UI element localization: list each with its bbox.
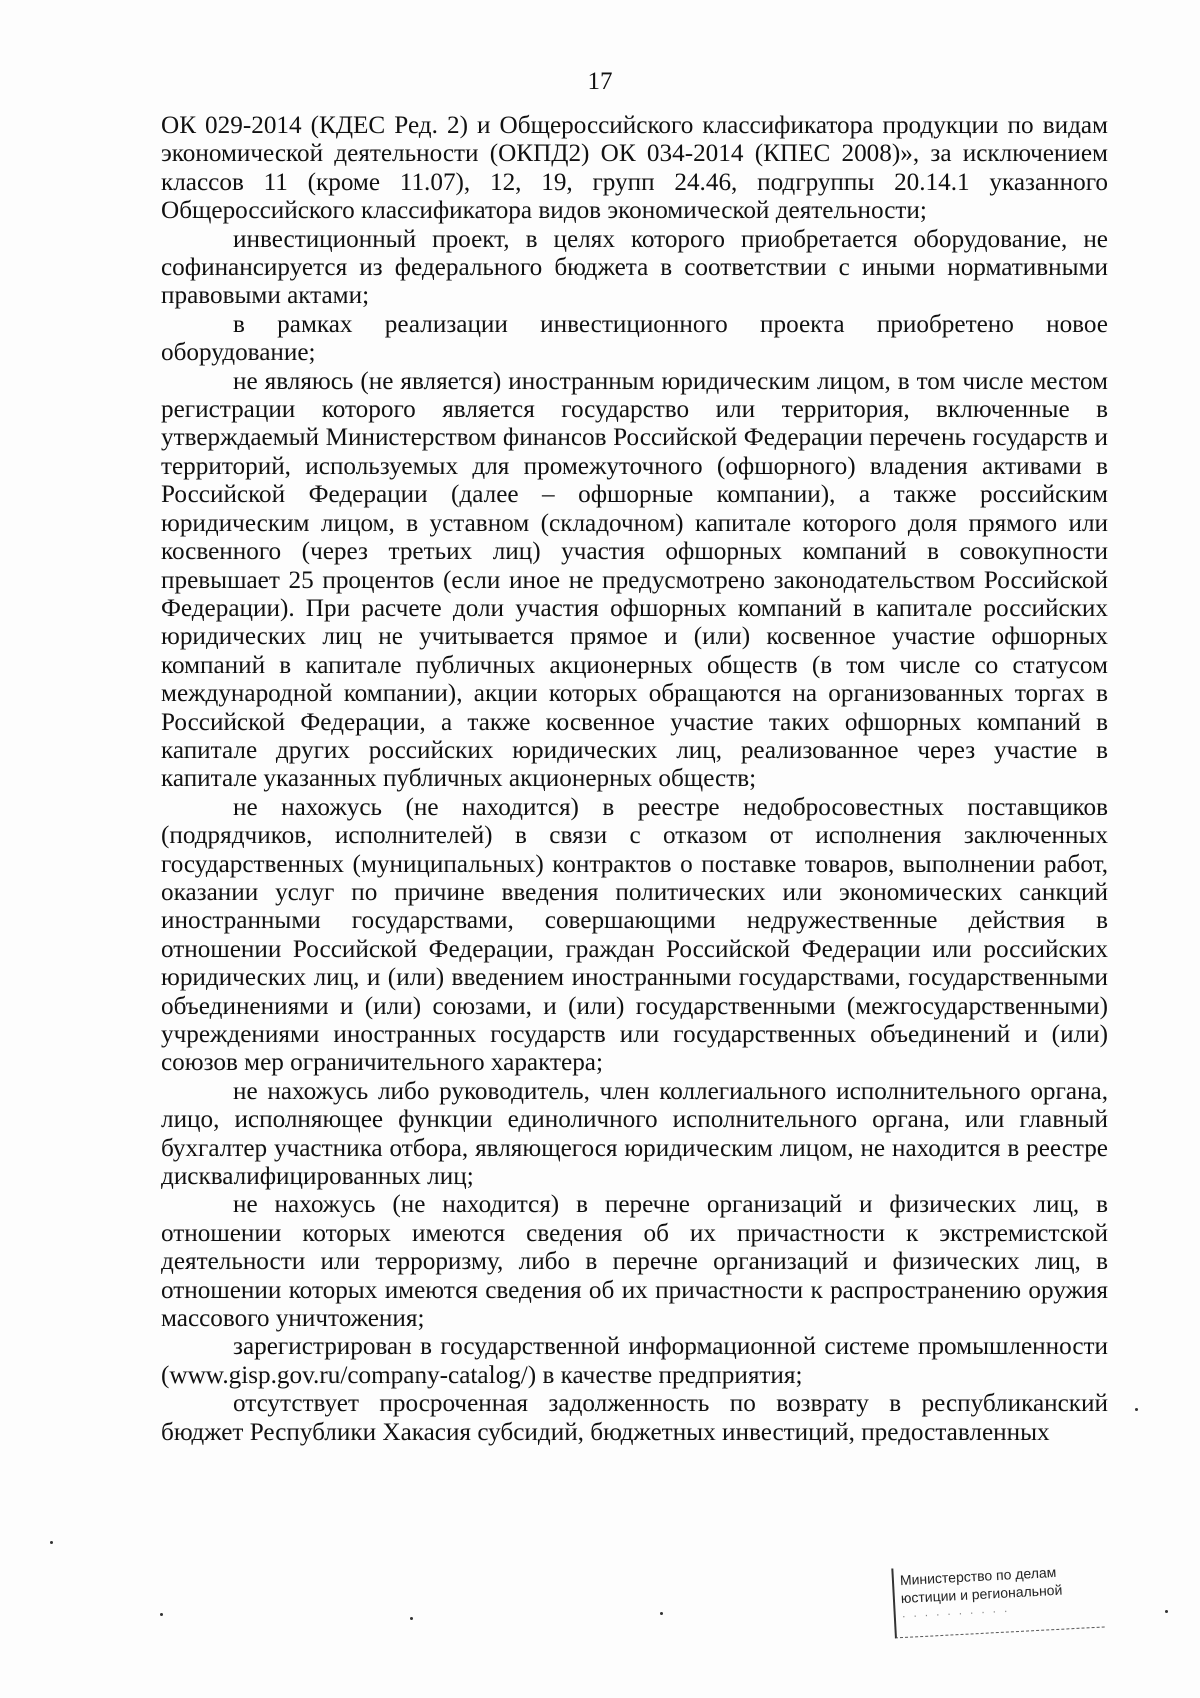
scan-speck — [1135, 1408, 1138, 1411]
paragraph: не нахожусь либо руководитель, член коллегиального исполнительного органа, лицо, исполняющее функции единоличного исполнительного органа, или главный бухгалтер участника отбора, являющегося юридическим лицом, не находится в реестре дисквалифицированных лиц; — [161, 1077, 1108, 1191]
paragraph: инвестиционный проект, в целях которого приобретается оборудование, не софинансируется из федерального бюджета в соответствии с иными нормативными правовыми актами; — [161, 225, 1108, 310]
scan-speck — [50, 1541, 53, 1544]
scan-speck — [660, 1612, 663, 1615]
paragraph: не являюсь (не является) иностранным юридическим лицом, в том числе местом регистрации которого является государство или территория, включенные в утверждаемый Министерством финансов Российской Федерации перечень государств и территорий, используемых для промежуточного (офшорного) владения активами в Российской Федерации (далее – офшорные компании), а также российским юридическим лицом, в уставном (складочном) капитале которого доля прямого или косвенного (через третьих лиц) участия офшорных компаний в совокупности превышает 25 процентов (если иное не предусмотрено законодательством Российской Федерации). При расчете доли участия офшорных компаний в капитале российских юридических лиц не учитывается прямое и (или) косвенное участие офшорных компаний в капитале публичных акционерных обществ (в том числе со статусом международной компании), акции которых обращаются на организованных торгах в Российской Федерации, а также косвенное участие таких офшорных компаний в капитале других российских юридических лиц, реализованное через участие в капитале указанных публичных акционерных обществ; — [161, 367, 1108, 793]
stamp-illegible-line: · · · · · · · · · · — [901, 1603, 1011, 1624]
registration-stamp — [891, 1558, 1104, 1639]
page-number: 17 — [587, 68, 613, 95]
paragraph: отсутствует просроченная задолженность по возврату в республиканский бюджет Республики Хакасия субсидий, бюджетных инвестиций, предоставленных — [161, 1390, 1108, 1446]
scan-speck — [1165, 1610, 1168, 1613]
paragraph: ОК 029-2014 (КДЕС Ред. 2) и Общероссийского классификатора продукции по видам экономической деятельности (ОКПД2) ОК 034-2014 (КПЕС 2008)», за исключением классов 11 (кроме 11.07), 12, 19, групп 24.46, подгруппы 20.14.1 указанного Общероссийского классификатора видов экономической деятельности; — [161, 112, 1108, 225]
paragraph: не нахожусь (не находится) в реестре недобросовестных поставщиков (подрядчиков, исполнителей) в связи с отказом от исполнения заключенных государственных (муниципальных) контрактов о поставке товаров, выполнении работ, оказании услуг по причине введения политических или экономических санкций иностранными государствами, совершающими недружественные действия в отношении Российской Федерации, граждан Российской Федерации или российских юридических лиц, и (или) введением иностранными государствами, государственными объединениями и (или) союзами, и (или) государственными (межгосударственными) учреждениями иностранных государств или государственных объединений и (или) союзов мер ограничительного характера; — [161, 793, 1108, 1077]
scan-speck — [410, 1617, 413, 1620]
paragraph: не нахожусь (не находится) в перечне организаций и физических лиц, в отношении которых имеются сведения об их причастности к экстремистской деятельности или терроризму, либо в перечне организаций и физических лиц, в отношении которых имеются сведения об их причастности к распространению оружия массового уничтожения; — [161, 1191, 1108, 1333]
paragraph: в рамках реализации инвестиционного проекта приобретено новое оборудование; — [161, 310, 1108, 367]
body-text — [161, 112, 1108, 1447]
stamp-line: юстиции и региональной — [900, 1581, 1063, 1607]
scan-speck — [160, 1613, 163, 1616]
stamp-line: Министерство по делам — [899, 1563, 1057, 1589]
paragraph: зарегистрирован в государственной информационной системе промышленности (www.gisp.gov.ru/company-catalog/) в качестве предприятия; — [161, 1333, 1108, 1389]
